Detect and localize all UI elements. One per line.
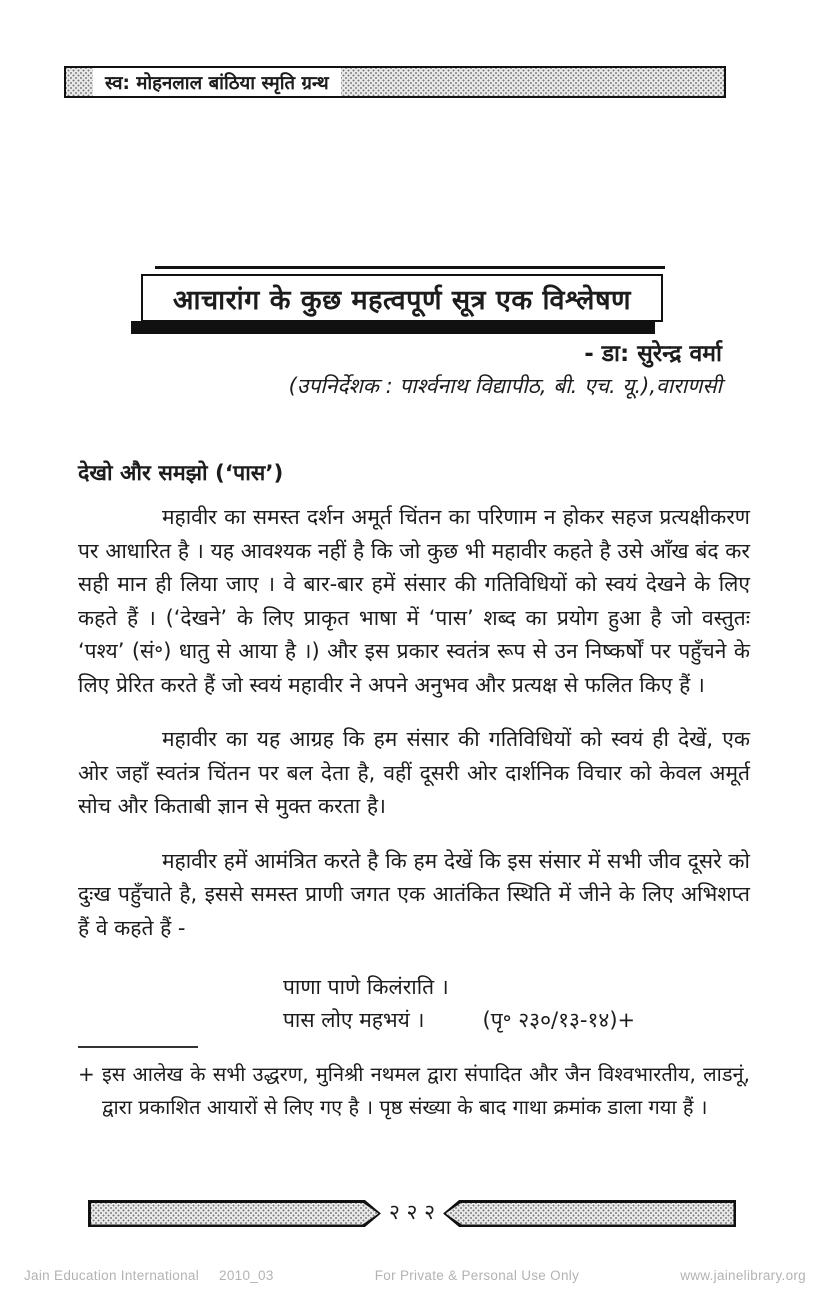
decorative-bar-left [88,1200,381,1227]
paragraph-2: महावीर का यह आग्रह कि हम संसार की गतिविधियों को स्वयं ही देखें, एक ओर जहाँ स्वतंत्र चिंतन पर बल देता है, वहीं दूसरी ओर दार्शनिक विचार को केवल अमूर्त सोच और किताबी ज्ञान से मुक्त करता है। [78,727,750,818]
verse-quote [283,971,750,1037]
header-hatch-left [66,68,93,96]
page-number: २ २ २ [388,1199,436,1224]
verse-row [283,1004,750,1037]
header-bar [64,66,726,98]
footer-website: www.jainelibrary.org [680,1268,806,1283]
hatch-pattern [446,1203,734,1225]
verse-citation: (पृ॰ २३०/१३-१४)+ [482,1008,636,1032]
article-title: आचारांग के कुछ महत्वपूर्ण सूत्र एक विश्लेषण [141,274,663,322]
footer-usage-note: For Private & Personal Use Only [374,1268,580,1283]
footnote-text: + इस आलेख के सभी उद्धरण, मुनिश्री नथमल द्वारा संपादित और जैन विश्वभारतीय, लाडनूं, द्वारा प्रकाशित आयारों से लिए गए है । पृष्ठ संख्या के बाद गाथा क्रमांक डाला गया हैं । [78,1062,750,1119]
verse-line-1: पाणा पाणे किलंराति । [283,975,449,999]
header-title: स्व: मोहनलाल बांठिया स्मृति ग्रन्थ [93,68,341,96]
footer-edition: 2010_03 [219,1268,274,1283]
footnote-section [78,1046,750,1123]
verse-line-2: पास लोए महभयं । [283,1008,425,1032]
header-hatch-right [341,68,724,96]
author-byline: - डा: सुरेन्द्र वर्मा [584,341,722,367]
footer-publisher: Jain Education International [24,1268,200,1283]
footer-left-group [24,1268,274,1283]
paragraph-3: महावीर हमें आमंत्रित करते है कि हम देखें कि इस संसार में सभी जीव दूसरे को दुःख पहुँचाते है, इससे समस्त प्राणी जगत एक आतंकित स्थिति में जीने के लिए अभिशप्त हैं वे कहते हैं - [78,848,750,940]
footnote-divider [78,1046,198,1048]
section-heading: देखो और समझो (‘पास’) [78,461,284,486]
article-title-box [141,274,663,322]
hatch-pattern [91,1203,379,1225]
decorative-bar-right [443,1200,736,1227]
paragraph-1: महावीर का समस्त दर्शन अमूर्त चिंतन का परिणाम न होकर सहज प्रत्यक्षीकरण पर आधारित है । यह आवश्यक नहीं है कि जो कुछ भी महावीर कहते है उसे आँख बंद कर सही मान ही लिया जाए । वे बार-बार हमें संसार की गतिविधियों को स्वयं देखने के लिए कहते हैं । (‘देखने’ के लिए प्राकृत भाषा में ‘पास’ शब्द का प्रयोग हुआ है जो वस्तुतः ‘पश्य’ (सं॰) धातु से आया है ।) और इस प्रकार स्वतंत्र रूप से उन निष्कर्षों पर पहुँचने के लिए प्रेरित करते हैं जो स्वयं महावीर ने अपने अनुभव और प्रत्यक्ष से फलित किए हैं । [78,505,750,697]
author-affiliation: (उपनिर्देशक : पार्श्वनाथ विद्यापीठ, बी. एच. यू.),वाराणसी [288,374,722,398]
article-body [78,458,750,1037]
scan-footer [24,1268,806,1283]
page-number-bar [88,1200,736,1227]
